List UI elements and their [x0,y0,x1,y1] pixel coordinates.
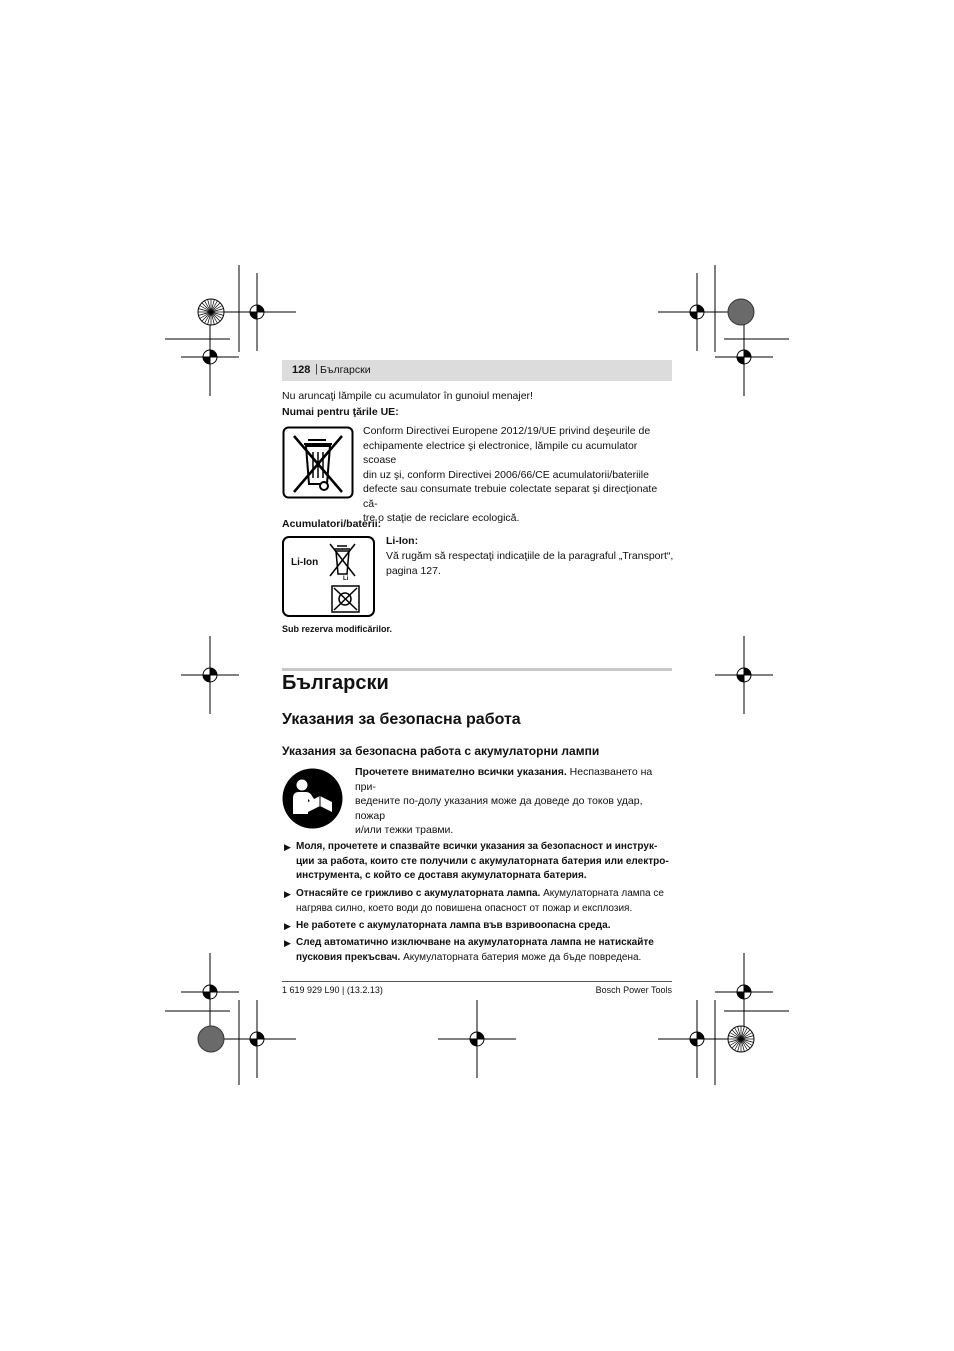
liion-heading: Li-Ion: [386,535,419,547]
li-icon-label: Li [343,576,349,582]
directive-text: Conform Directivei Europene 2012/19/UE privind deşeurile de echipamente electrice şi electronice, lămpile cu acumulator scoase din uz şi, conform Directivei 2006/66/CE acumulatorii/bateriile defecte sau consumate trebuie colectate separat şi direcţionate că- tre o staţie de reciclare ecologică. [363,425,658,524]
section-subtitle: Указания за безопасна работа [282,711,521,728]
eu-only-heading: Numai pentru ţările UE: [282,406,399,418]
liion-recycle-icon [282,536,375,617]
batteries-heading: Acumulatori/baterii: [282,518,382,530]
reserve-note: Sub rezerva modificărilor. [282,624,393,634]
read-instructions-text: Прочетете внимателно всички указания. Неспазването на при- ведените по-долу указания може да доведе до токов удар, пожар и/или тежки травми. [355,766,653,836]
liion-text: Vă rugăm să respectaţi indicaţiile de la paragraful „Transport“, pagina 127. [386,550,674,577]
bullet-triangle-icon: ▶ [284,938,291,948]
footer-left: 1 619 929 L90 | (13.2.13) [282,985,383,995]
read-manual-icon [282,768,343,829]
liion-icon-label: Li-Ion [291,557,319,568]
section-title: Български [282,672,389,694]
section-rule [282,668,672,671]
bullet-triangle-icon: ▶ [284,921,291,931]
bullet-triangle-icon: ▶ [284,842,291,852]
footer-right: Bosch Power Tools [595,985,672,995]
no-trash-text: Nu aruncaţi lămpile cu acumulator în gunoiul menajer! [282,390,533,402]
page-number: 128 [292,364,311,376]
footer-rule [282,981,672,982]
bullet-triangle-icon: ▶ [284,889,291,899]
header-separator: | [315,363,318,375]
subsection-heading: Указания за безопасна работа с акумулаторни лампи [282,744,600,758]
page-header [282,360,672,381]
header-language: Български [320,364,371,376]
crossed-bin-icon [282,426,354,499]
